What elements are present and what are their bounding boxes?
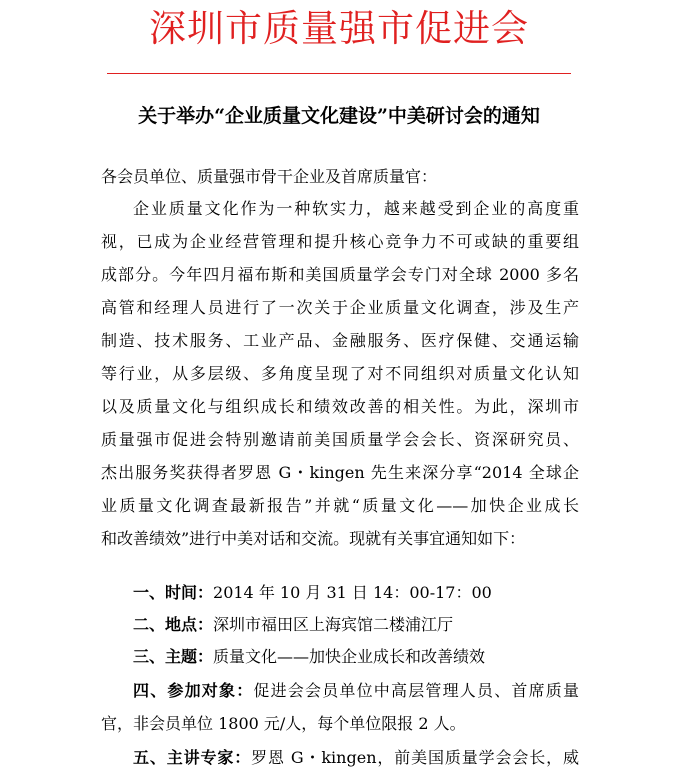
document-title: 关于举办“企业质量文化建设”中美研讨会的通知 — [138, 105, 540, 127]
item-time-value: 2014 年 10 月 31 日 14：00-17：00 — [213, 583, 492, 602]
item-participants-value: 促进会会员单位中高层管理人员、首席质量 — [253, 681, 579, 700]
item-theme — [101, 646, 579, 668]
body-line: 制造、技术服务、工业产品、金融服务、医疗保健、交通运输 — [101, 331, 579, 350]
item-theme-value: 质量文化——加快企业成长和改善绩效 — [213, 647, 486, 666]
body-line: 成部分。今年四月福布斯和美国质量学会专门对全球 2000 多名 — [101, 265, 579, 284]
body-line: 和改善绩效”进行中美对话和交流。现就有关事宜通知如下： — [101, 529, 526, 548]
item-place — [101, 614, 579, 636]
header-divider — [107, 73, 571, 74]
item-place-value: 深圳市福田区上海宾馆二楼浦江厅 — [213, 615, 454, 634]
item-participants-label: 四、参加对象： — [133, 681, 254, 700]
body-line: 质量强市促进会特别邀请前美国质量学会会长、资深研究员、 — [101, 430, 579, 449]
body-line: 企业质量文化作为一种软实力，越来越受到企业的高度重 — [133, 199, 579, 218]
item-theme-label: 三、主题： — [133, 647, 214, 666]
body-line: 杰出服务奖获得者罗恩 G・kingen 先生来深分享“2014 全球企 — [101, 463, 579, 482]
body-line: 视，已成为企业经营管理和提升核心竞争力不可或缺的重要组 — [101, 232, 579, 251]
org-name-header: 深圳市质量强市促进会 — [149, 7, 529, 50]
salutation: 各会员单位、质量强市骨干企业及首席质量官： — [101, 167, 438, 186]
item-place-label: 二、地点： — [133, 615, 214, 634]
item-participants-cont: 官，非会员单位 1800 元/人，每个单位限报 2 人。 — [101, 714, 466, 733]
item-participants — [101, 680, 579, 702]
item-time — [101, 582, 579, 604]
body-line: 高管和经理人员进行了一次关于企业质量文化调查，涉及生产 — [101, 298, 579, 317]
body-line: 等行业，从多层级、多角度呈现了对不同组织对质量文化认知 — [101, 364, 579, 383]
item-time-label: 一、时间： — [133, 583, 214, 602]
item-speaker — [101, 747, 579, 769]
body-line: 以及质量文化与组织成长和绩效改善的相关性。为此，深圳市 — [101, 397, 579, 416]
item-speaker-value: 罗恩 G・kingen，前美国质量学会会长，威 — [251, 748, 579, 767]
item-speaker-label: 五、主讲专家： — [133, 748, 252, 767]
body-line: 业质量文化调查最新报告”并就“质量文化——加快企业成长 — [101, 496, 579, 515]
